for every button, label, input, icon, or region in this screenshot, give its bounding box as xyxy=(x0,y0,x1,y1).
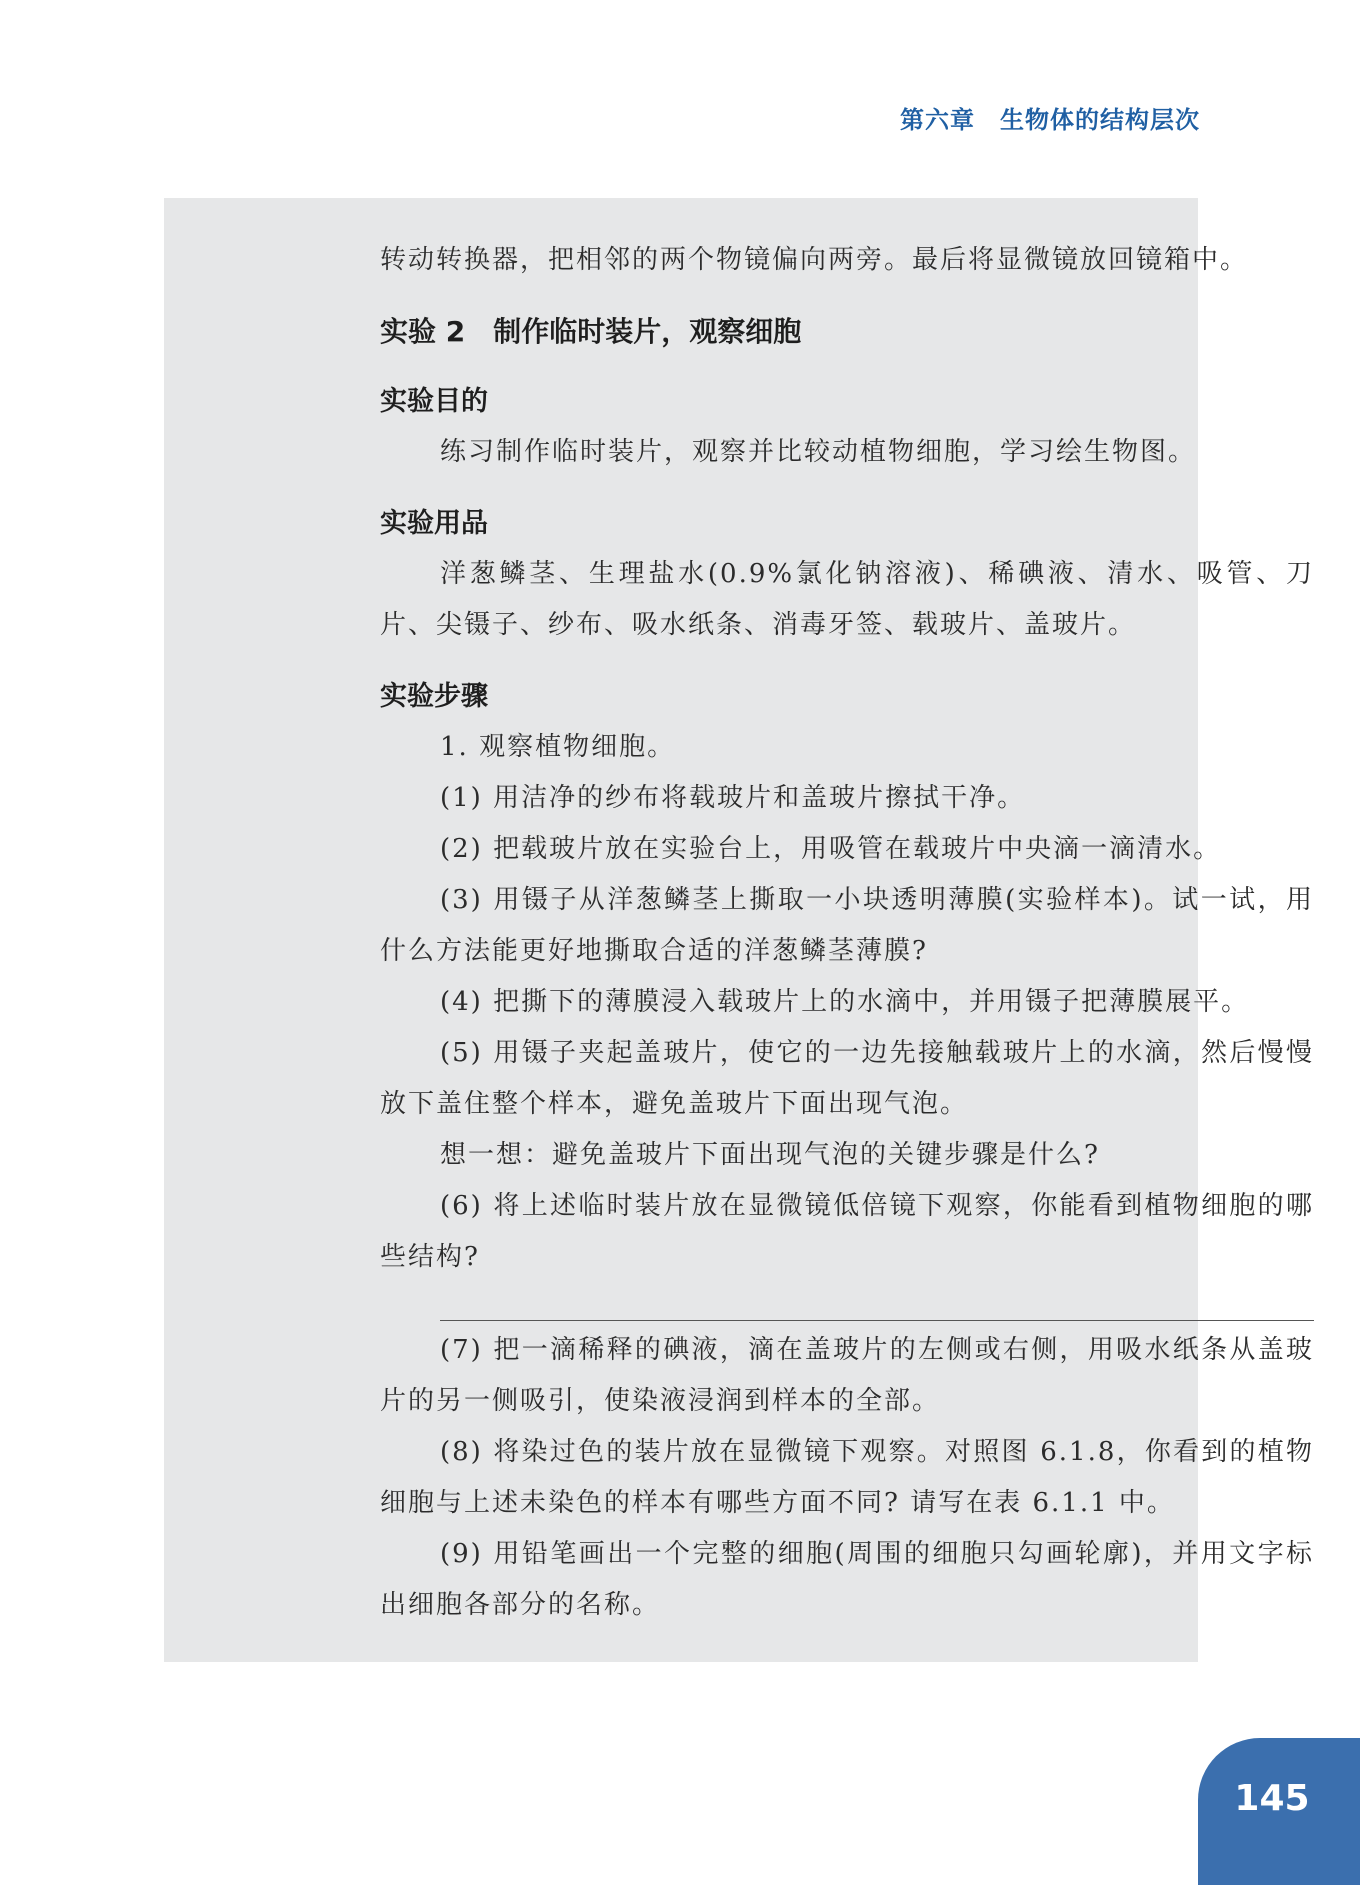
step-item: (5) 用镊子夹起盖玻片，使它的一边先接触载玻片上的水滴，然后慢慢放下盖住整个样本，避免盖玻片下面出现气泡。 xyxy=(380,1038,1314,1119)
page-number: 145 xyxy=(1234,1778,1310,1819)
page-number-tab xyxy=(1198,1738,1360,1885)
materials-text: 洋葱鳞茎、生理盐水(0.9%氯化钠溶液)、稀碘液、清水、吸管、刀片、尖镊子、纱布、吸水纸条、消毒牙签、载玻片、盖玻片。 xyxy=(380,559,1314,640)
step-item: (6) 将上述临时装片放在显微镜低倍镜下观察，你能看到植物细胞的哪些结构? xyxy=(380,1191,1314,1272)
answer-line xyxy=(440,1320,1314,1321)
steps-heading: 实验步骤 xyxy=(380,681,488,712)
intro-paragraph: 转动转换器，把相邻的两个物镜偏向两旁。最后将显微镜放回镜箱中。 xyxy=(380,245,1249,275)
step-item: (3) 用镊子从洋葱鳞茎上撕取一小块透明薄膜(实验样本)。试一试，用什么方法能更好地撕取合适的洋葱鳞茎薄膜? xyxy=(380,885,1314,966)
step-item: (7) 把一滴稀释的碘液，滴在盖玻片的左侧或右侧，用吸水纸条从盖玻片的另一侧吸引，使染液浸润到样本的全部。 xyxy=(380,1335,1314,1416)
step-item: 1. 观察植物细胞。 xyxy=(440,732,676,762)
step-item: (4) 把撕下的薄膜浸入载玻片上的水滴中，并用镊子把薄膜展平。 xyxy=(440,987,1250,1017)
experiment-content xyxy=(380,198,1314,1631)
materials-heading: 实验用品 xyxy=(380,508,488,539)
step-item: (2) 把载玻片放在实验台上，用吸管在载玻片中央滴一滴清水。 xyxy=(440,834,1222,864)
purpose-text: 练习制作临时装片，观察并比较动植物细胞，学习绘生物图。 xyxy=(440,437,1197,467)
think-question: 想一想：避免盖玻片下面出现气泡的关键步骤是什么? xyxy=(440,1140,1100,1170)
step-item: (9) 用铅笔画出一个完整的细胞(周围的细胞只勾画轮廓)，并用文字标出细胞各部分的名称。 xyxy=(380,1539,1314,1620)
step-item: (1) 用洁净的纱布将载玻片和盖玻片擦拭干净。 xyxy=(440,783,1026,813)
chapter-header: 第六章 生物体的结构层次 xyxy=(900,106,1200,134)
experiment-box xyxy=(164,198,1314,1662)
experiment-title: 实验 2 制作临时装片，观察细胞 xyxy=(380,315,802,348)
purpose-heading: 实验目的 xyxy=(380,386,488,417)
step-item: (8) 将染过色的装片放在显微镜下观察。对照图 6.1.8，你看到的植物细胞与上述未染色的样本有哪些方面不同? 请写在表 6.1.1 中。 xyxy=(380,1437,1314,1518)
